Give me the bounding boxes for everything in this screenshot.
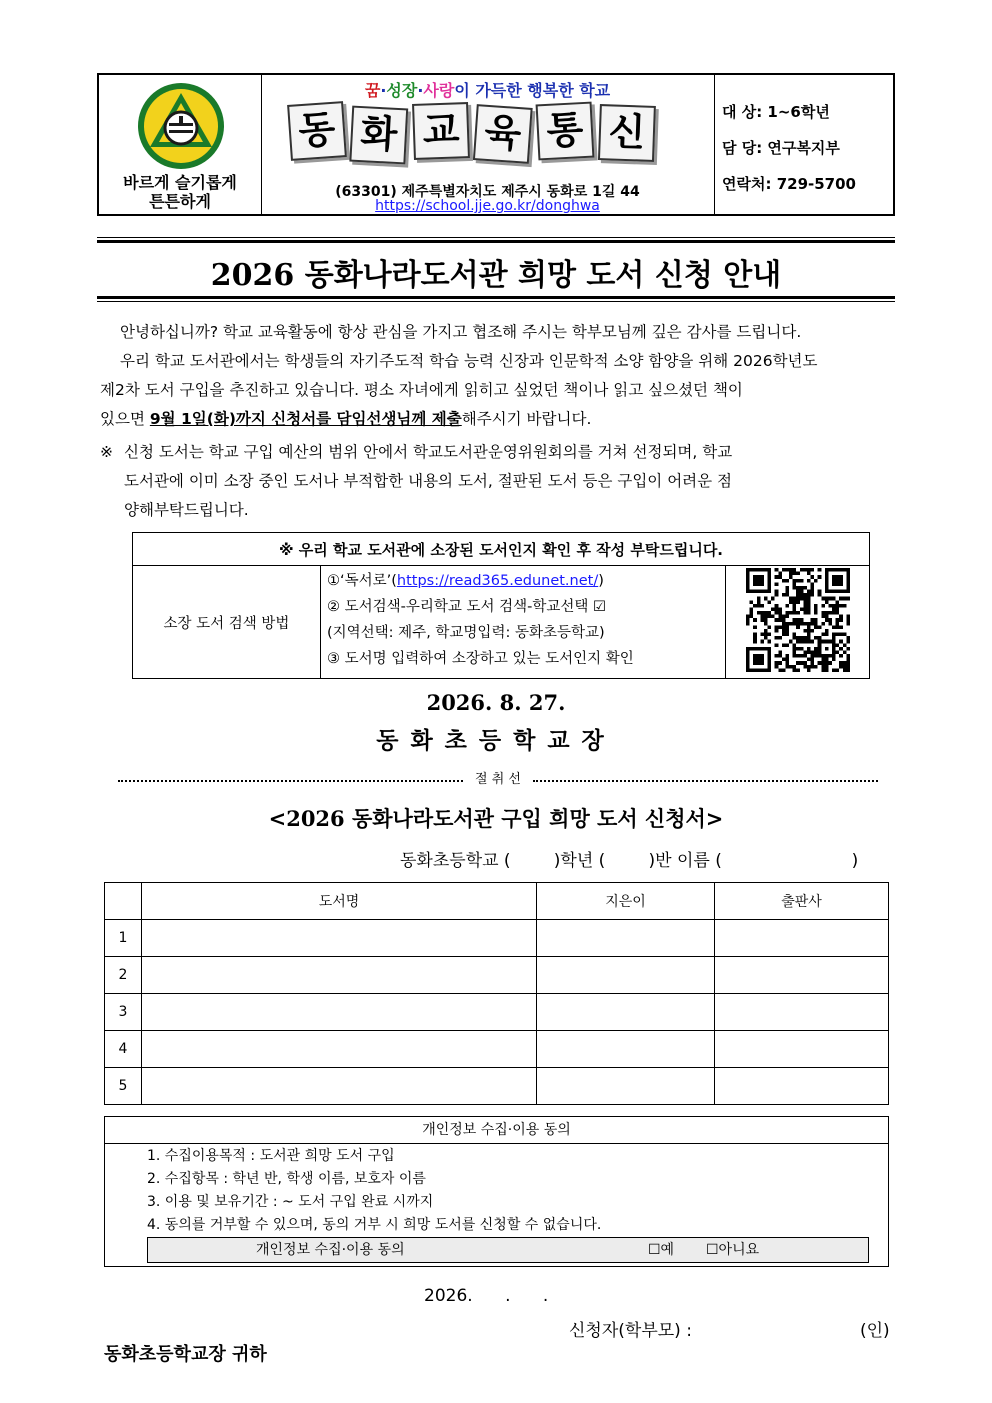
search-method-steps: [321, 566, 726, 679]
consent-item: 2. 수집항목 : 학년 반, 학생 이름, 보호자 이름: [147, 1171, 426, 1187]
table-row: [105, 994, 889, 1031]
newsletter-info-cell: [714, 75, 893, 214]
contact-info: 연락처: 729-5700: [722, 175, 856, 193]
consent-check-row: [147, 1237, 869, 1263]
newsletter-title-cell: [261, 75, 715, 214]
cut-dots-left: [118, 774, 463, 782]
title-tile: 동: [287, 101, 347, 161]
greeting-paragraph: 안녕하십니까? 학교 교육활동에 항상 관심을 가지고 협조해 주시는 학부모님께 깊은 감사를 드립니다.: [120, 323, 802, 341]
author-field[interactable]: [537, 994, 715, 1031]
search-step2: ② 도서검색-우리학교 도서 검색-학교선택 ☑: [327, 599, 607, 615]
cut-line-label: 절 취 선: [475, 772, 521, 787]
column-header-author: 지은이: [537, 883, 715, 920]
title-tile: 육: [473, 104, 533, 164]
note-line3: 양해부탁드립니다.: [124, 501, 249, 519]
privacy-consent-box: [104, 1116, 889, 1267]
author-field[interactable]: [537, 957, 715, 994]
slogan-dot1: ·: [380, 81, 387, 100]
manager-info: 담 당: 연구복지부: [722, 139, 840, 157]
row-number: 1: [105, 920, 142, 957]
search-step2-detail: (지역선택: 제주, 학교명입력: 동화초등학교): [327, 625, 605, 641]
title-top-rule-thick: [97, 240, 895, 243]
row-number: 5: [105, 1068, 142, 1105]
search-table-header: ※ 우리 학교 도서관에 소장된 도서인지 확인 후 작성 부탁드립니다.: [133, 533, 870, 566]
book-request-table: [104, 882, 889, 1105]
application-date[interactable]: 2026. . .: [424, 1286, 549, 1306]
school-emblem-cell: [99, 75, 262, 214]
note-line2: 도서관에 이미 소장 중인 도서나 부적합한 내용의 도서, 절판된 도서 등은 구입이 어려운 점: [124, 472, 733, 490]
search-step1-post: ): [598, 573, 604, 589]
consent-no-checkbox[interactable]: ☐아니요: [706, 1242, 760, 1258]
title-tile: 신: [598, 104, 656, 162]
slogan: [261, 78, 714, 101]
column-header-title: 도서명: [142, 883, 537, 920]
search-step1-pre: ①‘독서로’(: [327, 573, 397, 589]
motto-line2: 튼튼하게: [149, 192, 211, 211]
notice-date: 2026. 8. 27.: [426, 690, 566, 715]
school-url-link[interactable]: https://school.jje.go.kr/donghwa: [375, 198, 600, 214]
intro-line3-post: 해주시기 바랍니다.: [461, 410, 592, 428]
column-header-publisher: 출판사: [715, 883, 889, 920]
publisher-field[interactable]: [715, 957, 889, 994]
search-step1: [327, 568, 719, 594]
page-title: 2026 동화나라도서관 희망 도서 신청 안내: [210, 258, 782, 293]
motto-line1: 바르게 슬기롭게: [123, 173, 237, 192]
search-step3: ③ 도서명 입력하여 소장하고 있는 도서인지 확인: [327, 651, 634, 667]
intro-line3-pre: 있으면: [100, 410, 150, 428]
slogan-dot2: ·: [417, 81, 424, 100]
consent-check-label: 개인정보 수집·이용 동의: [256, 1242, 405, 1258]
principal-signature: 동화초등학교장: [376, 727, 616, 754]
consent-item: 3. 이용 및 보유기간 : ~ 도서 구입 완료 시까지: [147, 1194, 434, 1210]
cut-line: [118, 768, 878, 787]
deadline-emphasis: 9월 1일(화)까지 신청서를 담임선생님께 제출: [149, 410, 462, 428]
book-title-field[interactable]: [142, 920, 537, 957]
consent-item: 1. 수집이용목적 : 도서관 희망 도서 구입: [147, 1148, 395, 1164]
book-title-field[interactable]: [142, 1068, 537, 1105]
table-row: [105, 1068, 889, 1105]
publisher-field[interactable]: [715, 920, 889, 957]
title-tile: 통: [536, 102, 595, 161]
note-line1: 신청 도서는 학교 구입 예산의 범위 안에서 학교도서관운영위원회의를 거쳐 선정되며, 학교: [124, 443, 733, 461]
table-row: [105, 920, 889, 957]
book-title-field[interactable]: [142, 957, 537, 994]
title-bottom-rule-thick: [97, 296, 895, 299]
consent-title: 개인정보 수집·이용 동의: [105, 1117, 888, 1144]
newsletter-header: [97, 73, 895, 216]
qr-code-icon[interactable]: [746, 568, 850, 672]
consent-items: [147, 1145, 601, 1237]
table-header-row: [105, 883, 889, 920]
read365-link[interactable]: https://read365.edunet.net/: [396, 573, 599, 589]
title-tile: 화: [349, 106, 408, 165]
slogan-love: 사랑: [423, 81, 455, 100]
seal-mark: (인): [860, 1321, 890, 1341]
author-field[interactable]: [537, 920, 715, 957]
publisher-field[interactable]: [715, 994, 889, 1031]
search-method-table: [132, 532, 870, 679]
table-row: [105, 1031, 889, 1068]
row-number: 3: [105, 994, 142, 1031]
title-top-rule: [97, 237, 895, 238]
intro-line2: 제2차 도서 구입을 추진하고 있습니다. 평소 자녀에게 읽히고 싶었던 책이나 읽고 싶으셨던 책이: [100, 381, 743, 399]
applicant-label: 신청자(학부모) :: [569, 1321, 692, 1341]
row-number: 2: [105, 957, 142, 994]
qr-code-cell: [726, 566, 870, 679]
cut-dots-right: [533, 774, 878, 782]
row-number: 4: [105, 1031, 142, 1068]
intro-line3: [100, 405, 900, 434]
slogan-growth: 성장: [386, 81, 418, 100]
author-field[interactable]: [537, 1031, 715, 1068]
consent-item: 4. 동의를 거부할 수 있으며, 동의 거부 시 희망 도서를 신청할 수 없습니다.: [147, 1217, 602, 1233]
search-method-label: 소장 도서 검색 방법: [133, 566, 321, 679]
publisher-field[interactable]: [715, 1031, 889, 1068]
school-emblem-icon: [136, 81, 226, 171]
target-info: 대 상: 1~6학년: [722, 103, 830, 121]
slogan-dream: 꿈: [364, 81, 381, 100]
book-title-field[interactable]: [142, 1031, 537, 1068]
title-bottom-rule: [97, 301, 895, 302]
author-field[interactable]: [537, 1068, 715, 1105]
book-title-field[interactable]: [142, 994, 537, 1031]
student-info-line[interactable]: 동화초등학교 ( )학년 ( )반 이름 ( ): [400, 851, 859, 871]
column-header-no: [105, 883, 142, 920]
form-title: <2026 동화나라도서관 구입 희망 도서 신청서>: [268, 806, 724, 831]
publisher-field[interactable]: [715, 1068, 889, 1105]
school-address: (63301) 제주특별자치도 제주시 동화로 1길 44: [335, 184, 640, 200]
title-tile: 교: [412, 102, 470, 160]
addressee: 동화초등학교장 귀하: [104, 1344, 267, 1365]
slogan-rest: 이 가득한 행복한 학교: [454, 81, 611, 100]
newsletter-title: [289, 103, 655, 159]
intro-line1: 우리 학교 도서관에서는 학생들의 자기주도적 학습 능력 신장과 인문학적 소양 함양을 위해 2026학년도: [120, 352, 818, 370]
table-row: [105, 957, 889, 994]
note-mark: ※: [100, 443, 113, 461]
consent-yes-checkbox[interactable]: ☐예: [648, 1242, 675, 1258]
